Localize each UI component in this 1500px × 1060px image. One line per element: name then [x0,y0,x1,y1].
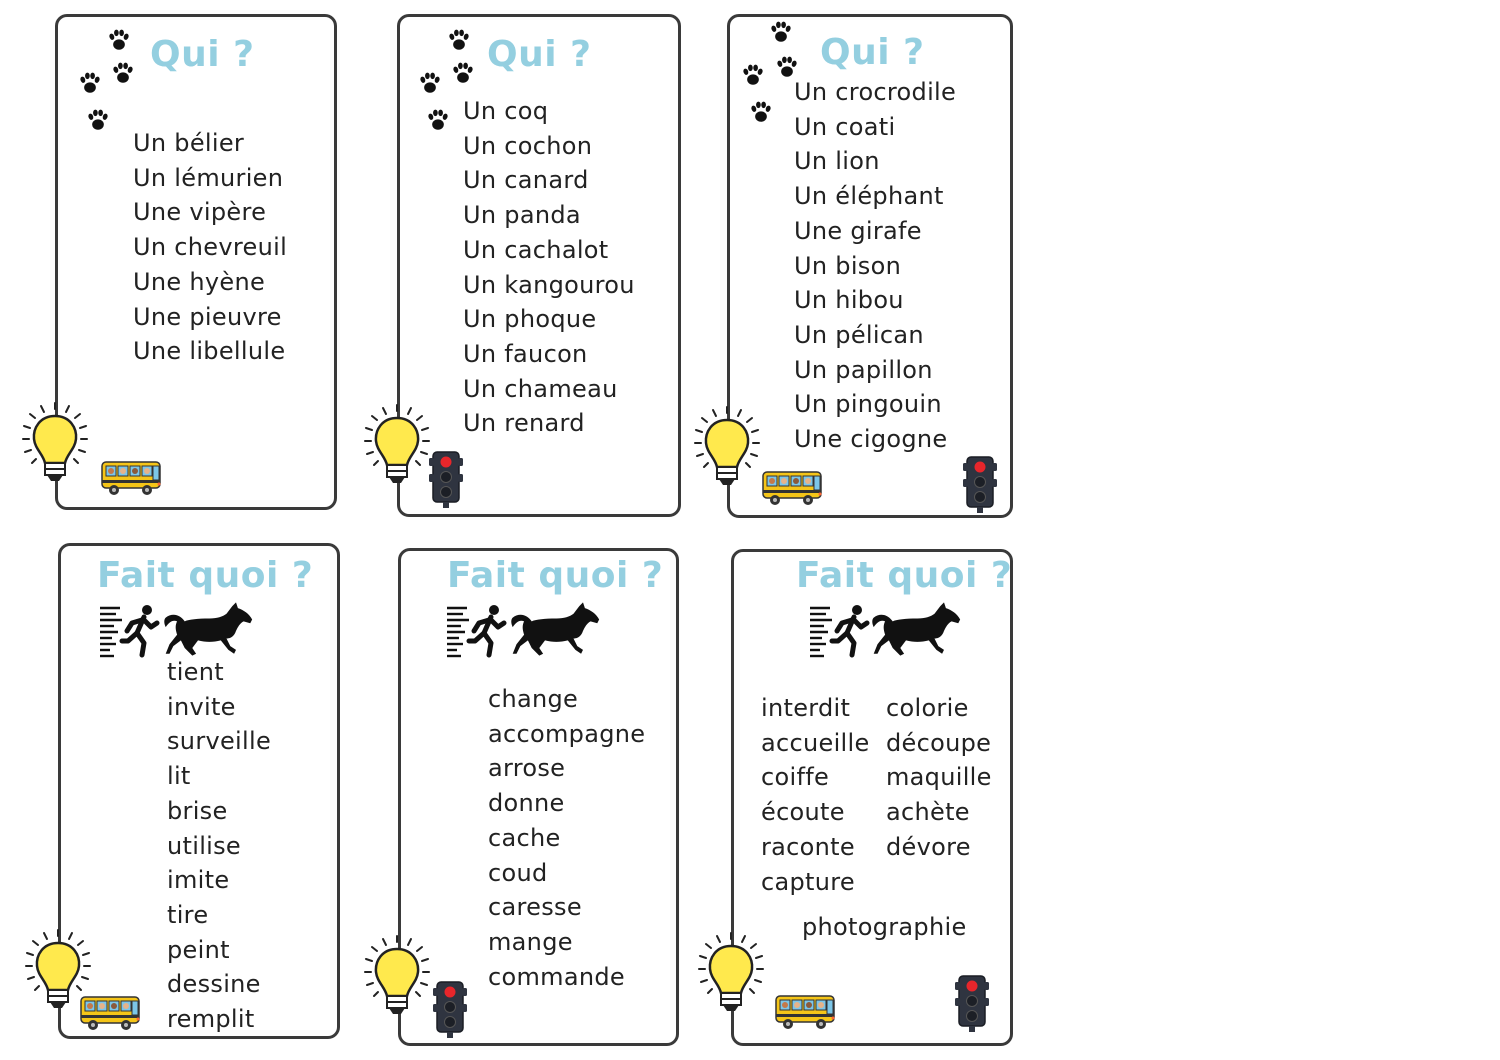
list-item: Un faucon [463,339,588,368]
list-item: Une girafe [794,216,922,245]
paw-print-icon [425,107,451,133]
card-title: Fait quoi ? [97,555,314,596]
list-item: brise [167,796,228,825]
card-title: Qui ? [820,32,925,73]
list-item: capture [761,867,855,896]
light-bulb-icon [692,404,762,494]
list-item: lit [167,762,191,791]
list-item: surveille [167,727,272,756]
word-list [488,682,645,994]
paw-print-icon [740,62,766,88]
word-list [794,75,956,457]
word-list [463,94,635,441]
card-title: Fait quoi ? [796,555,1013,596]
list-item: mange [488,927,573,956]
list-item: Un phoque [463,305,597,334]
list-item: Un éléphant [794,182,944,211]
school-bus-icon [79,993,143,1033]
paw-print-icon [77,70,103,96]
list-item: écoute [761,798,845,827]
list-item: Un pingouin [794,390,942,419]
list-item: Un canard [463,166,589,195]
running-person-icon [100,603,160,659]
light-bulb-icon [696,930,766,1020]
list-item: Un coati [794,112,896,141]
word-list [167,655,271,1037]
paw-print-icon [450,60,476,86]
list-item: achète [886,798,970,827]
list-item: dévore [886,832,971,861]
traffic-light-icon [433,980,467,1040]
list-item: Un cochon [463,131,593,160]
list-item: coiffe [761,763,830,792]
list-item: interdit [761,694,851,722]
list-item: caresse [488,893,582,922]
light-bulb-icon [20,400,90,490]
paw-print-icon [446,27,472,53]
list-item: Un lion [794,147,880,176]
list-item: change [488,685,579,713]
list-item: Un coq [463,97,549,125]
list-item: photographie [802,913,967,941]
running-person-icon [810,603,870,659]
list-item: arrose [488,754,566,783]
list-item: raconte [761,832,855,861]
word-list [886,691,992,865]
traffic-light-icon [963,455,997,515]
paw-print-icon [417,70,443,96]
card-title: Fait quoi ? [447,555,664,596]
list-item: Un chevreuil [133,233,288,262]
list-item: remplit [167,1005,255,1034]
list-item: commande [488,962,625,991]
list-item: tire [167,900,209,929]
paw-print-icon [106,27,132,53]
list-item: accueille [761,728,870,757]
list-item: accompagne [488,719,646,748]
list-item: Un bison [794,251,902,280]
horse-icon [507,600,602,658]
traffic-light-icon [955,974,989,1034]
list-item: Une hyène [133,267,266,296]
light-bulb-icon [362,933,432,1023]
list-item: Une libellule [133,337,286,366]
list-item: peint [167,935,230,964]
list-item: dessine [167,970,261,999]
list-item: Un lémurien [133,163,284,192]
list-item: découpe [886,728,992,757]
horse-icon [868,600,963,658]
list-item: Un crocrodile [794,78,957,106]
paw-print-icon [768,19,794,45]
list-item: Un cachalot [463,235,609,264]
list-item: Un pélican [794,320,924,349]
traffic-light-icon [429,450,463,510]
list-item: imite [167,866,230,895]
list-item: Une vipère [133,198,267,227]
list-item: Un panda [463,201,581,230]
card-title: Qui ? [150,34,255,75]
paw-print-icon [85,107,111,133]
list-item: utilise [167,831,241,860]
list-item: maquille [886,763,992,792]
word-list [133,126,287,369]
list-item: Un kangourou [463,270,635,299]
list-item: tient [167,658,224,686]
list-item: Une pieuvre [133,302,282,331]
word-list [761,691,870,899]
list-item: coud [488,858,548,887]
list-item: Une cigogne [794,425,948,454]
school-bus-icon [100,458,164,498]
paw-print-icon [748,99,774,125]
list-item: Un papillon [794,355,933,384]
list-item: colorie [886,694,969,722]
light-bulb-icon [362,402,432,492]
school-bus-icon [761,468,825,508]
list-item: Un bélier [133,129,245,157]
list-item: Un hibou [794,286,904,315]
list-item: donne [488,789,565,818]
card-title: Qui ? [487,34,592,75]
horse-icon [160,600,255,658]
list-item: Un chameau [463,374,618,403]
list-item: invite [167,692,236,721]
list-item: Un renard [463,409,585,438]
running-person-icon [447,603,507,659]
school-bus-icon [774,992,838,1032]
list-item: cache [488,823,561,852]
paw-print-icon [110,60,136,86]
